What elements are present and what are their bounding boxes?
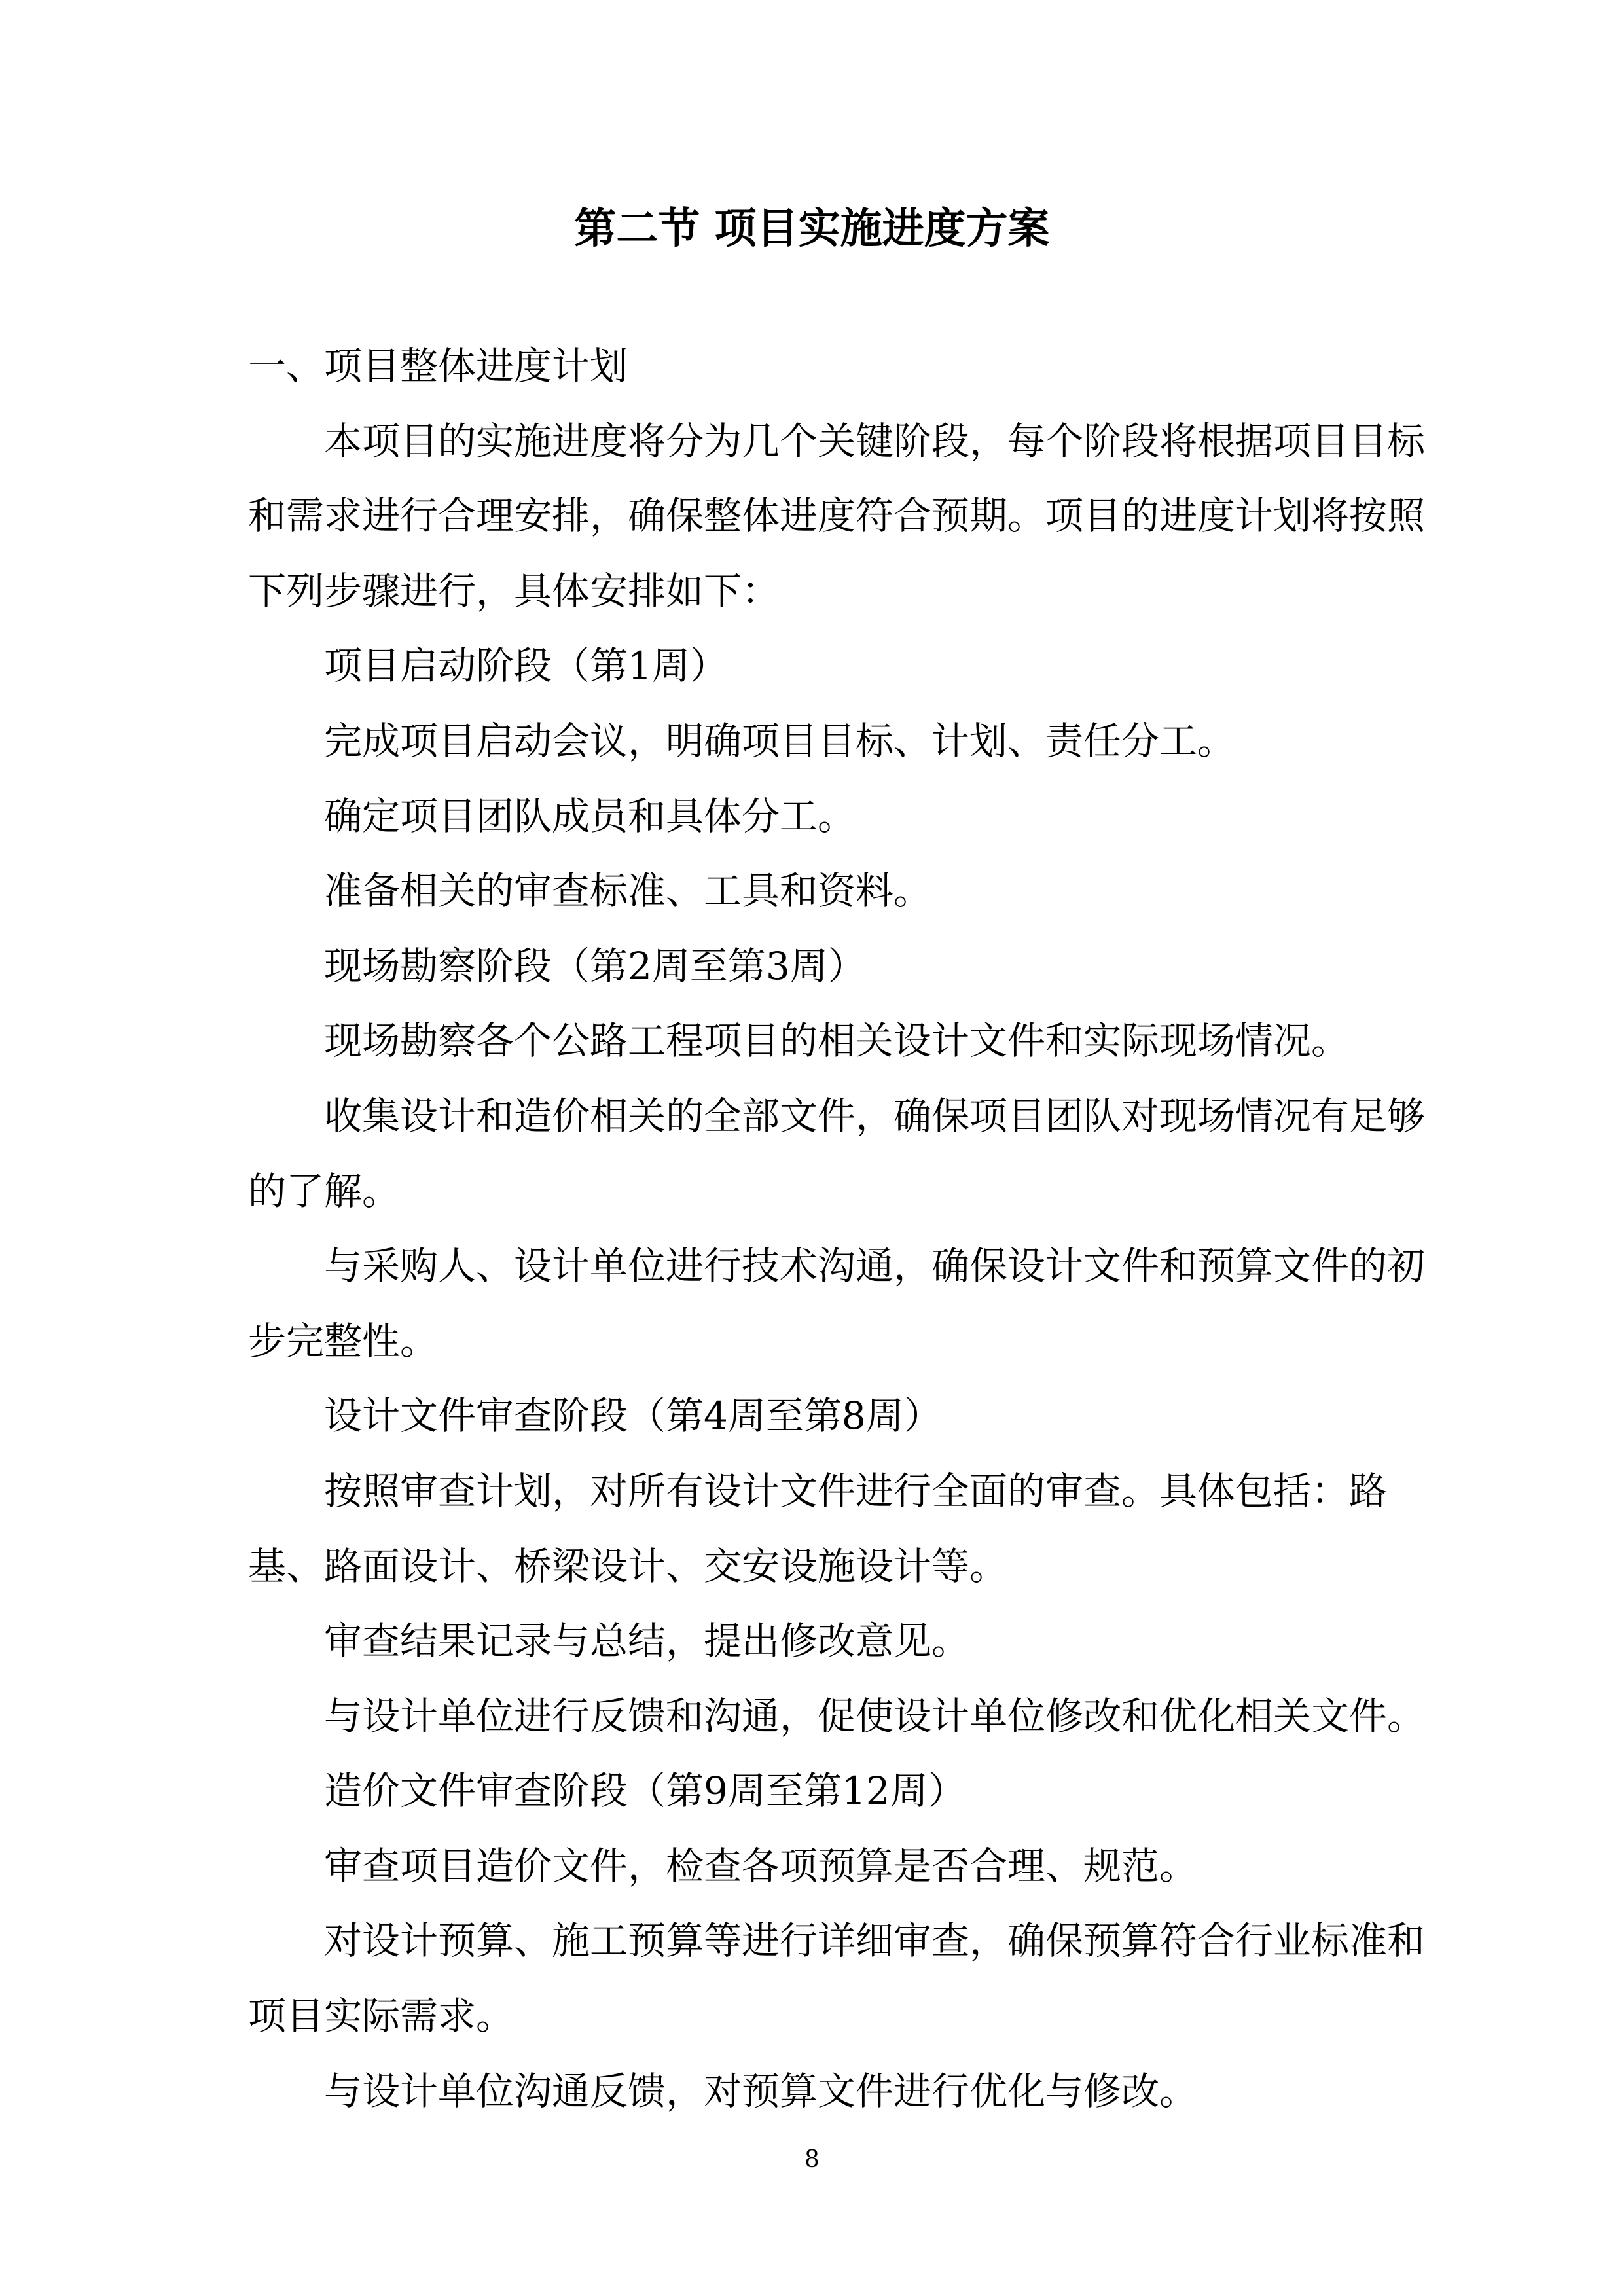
phase-heading: 项目启动阶段（第1周） <box>324 643 728 689</box>
paragraph: 确定项目团队成员和具体分工。 <box>324 793 856 838</box>
paragraph: 与设计单位沟通反馈，对预算文件进行优化与修改。 <box>324 2068 1198 2113</box>
page-number: 8 <box>804 2146 820 2173</box>
phase-heading: 设计文件审查阶段（第4周至第8周） <box>324 1393 942 1439</box>
paragraph: 审查项目造价文件，检查各项预算是否合理、规范。 <box>324 1843 1198 1888</box>
paragraph: 对设计预算、施工预算等进行详细审查，确保预算符合行业标准和项目实际需求。 <box>248 1918 1426 2039</box>
paragraph: 本项目的实施进度将分为几个关键阶段，每个阶段将根据项目目标和需求进行合理安排，确保整体进度符合预期。项目的进度计划将按照下列步骤进行，具体安排如下： <box>248 418 1426 613</box>
paragraph: 与设计单位进行反馈和沟通，促使设计单位修改和优化相关文件。 <box>324 1693 1426 1738</box>
phase-heading: 现场勘察阶段（第2周至第3周） <box>324 943 866 988</box>
phase-heading: 造价文件审查阶段（第9周至第12周） <box>324 1768 966 1814</box>
document-body <box>248 329 1426 2128</box>
paragraph: 准备相关的审查标准、工具和资料。 <box>324 869 932 914</box>
paragraph: 与采购人、设计单位进行技术沟通，确保设计文件和预算文件的初步完整性。 <box>248 1244 1426 1363</box>
paragraph: 完成项目启动会议，明确项目目标、计划、责任分工。 <box>324 718 1236 763</box>
page-title: 第二节 项目实施进度方案 <box>574 204 1050 253</box>
section-heading: 一、项目整体进度计划 <box>248 344 628 388</box>
paragraph: 现场勘察各个公路工程项目的相关设计文件和实际现场情况。 <box>324 1018 1350 1064</box>
paragraph: 收集设计和造价相关的全部文件，确保项目团队对现场情况有足够的了解。 <box>248 1093 1426 1213</box>
paragraph: 审查结果记录与总结，提出修改意见。 <box>324 1619 970 1664</box>
paragraph: 按照审查计划，对所有设计文件进行全面的审查。具体包括：路基、路面设计、桥梁设计、交安设施设计等。 <box>248 1468 1388 1588</box>
